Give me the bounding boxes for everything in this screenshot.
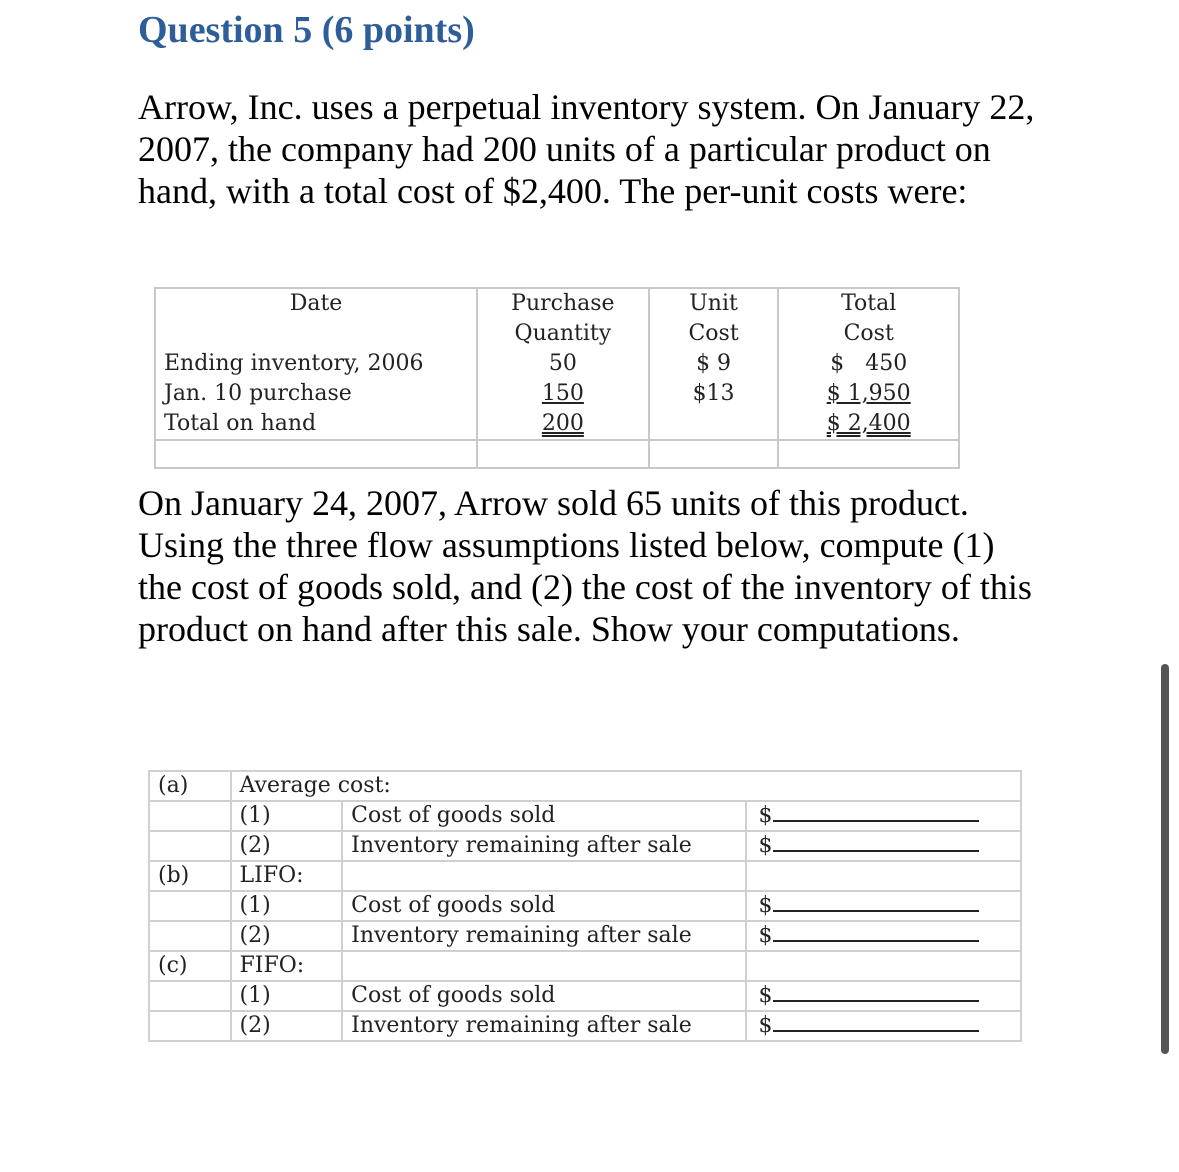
item-description: Inventory remaining after sale: [342, 1011, 745, 1041]
cost-table-blank-row: [155, 440, 959, 468]
unit-cost-header-line2: Cost: [688, 321, 739, 346]
date-header: Date: [289, 291, 343, 316]
dollar-sign: $: [758, 1013, 773, 1038]
section-letter-b: (b): [149, 861, 231, 891]
section-letter-a: (a): [149, 771, 231, 801]
section-letter-c: (c): [149, 951, 231, 981]
intro-paragraph: Arrow, Inc. uses a perpetual inventory system. On January 22, 2007, the company had 200 units of a particular product on hand, with a total cost of $2,400. The per-unit costs were:: [138, 87, 1035, 211]
unit-cost-column: [649, 288, 779, 440]
item-number: (2): [231, 831, 343, 861]
section-b-header-row: [149, 861, 1021, 891]
answer-field[interactable]: [746, 981, 1021, 1011]
answer-blank-line[interactable]: [773, 922, 979, 942]
total-cost-header-line1: Total: [841, 291, 897, 316]
total-cost-total-on-hand: $ 2,400: [826, 411, 911, 436]
answer-row: [149, 921, 1021, 951]
answer-field[interactable]: [746, 921, 1021, 951]
answer-table: [148, 770, 1022, 1042]
purchase-quantity-header-line2: Quantity: [514, 321, 612, 346]
answer-row: [149, 1011, 1021, 1041]
method-lifo: LIFO:: [231, 861, 343, 891]
item-number: (1): [231, 891, 343, 921]
row-label-ending-inventory: Ending inventory, 2006: [164, 351, 424, 376]
total-cost-header-line2: Cost: [843, 321, 894, 346]
item-description: Inventory remaining after sale: [342, 921, 745, 951]
answer-row: [149, 831, 1021, 861]
answer-blank-line[interactable]: [773, 1012, 979, 1032]
quantity-jan-purchase: 150: [541, 381, 584, 406]
item-number: (2): [231, 921, 343, 951]
cost-table-body-row: [155, 288, 959, 440]
answer-row: [149, 981, 1021, 1011]
section-c-header-row: [149, 951, 1021, 981]
answer-field[interactable]: [746, 801, 1021, 831]
quantity-total-on-hand: 200: [541, 411, 584, 436]
dollar-sign: $: [758, 923, 773, 948]
method-fifo: FIFO:: [231, 951, 343, 981]
total-cost-column: [778, 288, 959, 440]
unit-cost-header-line1: Unit: [689, 291, 738, 316]
total-cost-jan-purchase: $ 1,950: [826, 381, 911, 406]
answer-blank-line[interactable]: [773, 892, 979, 912]
answer-blank-line[interactable]: [773, 832, 979, 852]
item-number: (1): [231, 801, 343, 831]
quantity-ending-inventory: 50: [548, 351, 577, 376]
row-label-total-on-hand: Total on hand: [164, 411, 317, 436]
section-a-header-row: [149, 771, 1021, 801]
item-number: (1): [231, 981, 343, 1011]
purchase-quantity-header-line1: Purchase: [511, 291, 615, 316]
vertical-scrollbar[interactable]: [1161, 664, 1169, 1054]
answer-blank-line[interactable]: [773, 982, 979, 1002]
answer-field[interactable]: [746, 1011, 1021, 1041]
answer-row: [149, 801, 1021, 831]
answer-row: [149, 891, 1021, 921]
item-description: Cost of goods sold: [342, 801, 745, 831]
answer-field[interactable]: [746, 831, 1021, 861]
followup-paragraph: On January 24, 2007, Arrow sold 65 units of this product. Using the three flow assumptions listed below, compute (1) the cost of goods sold, and (2) the cost of the inventory of this product on hand after this sale. Show your computations.: [138, 483, 1032, 649]
total-cost-ending-inventory: $ 450: [830, 351, 908, 376]
answer-field[interactable]: [746, 891, 1021, 921]
dollar-sign: $: [758, 983, 773, 1008]
dollar-sign: $: [758, 833, 773, 858]
cost-table: [154, 287, 960, 469]
item-description: Cost of goods sold: [342, 891, 745, 921]
dollar-sign: $: [758, 893, 773, 918]
date-column: [155, 288, 477, 440]
method-average-cost: Average cost:: [231, 771, 1021, 801]
dollar-sign: $: [758, 803, 773, 828]
unit-cost-jan-purchase: $13: [692, 381, 735, 406]
answer-blank-line[interactable]: [773, 802, 979, 822]
item-description: Cost of goods sold: [342, 981, 745, 1011]
item-description: Inventory remaining after sale: [342, 831, 745, 861]
question-title: Question 5 (6 points): [138, 9, 475, 51]
unit-cost-ending-inventory: $ 9: [696, 351, 732, 376]
row-label-jan-purchase: Jan. 10 purchase: [164, 381, 352, 406]
purchase-quantity-column: [477, 288, 649, 440]
item-number: (2): [231, 1011, 343, 1041]
